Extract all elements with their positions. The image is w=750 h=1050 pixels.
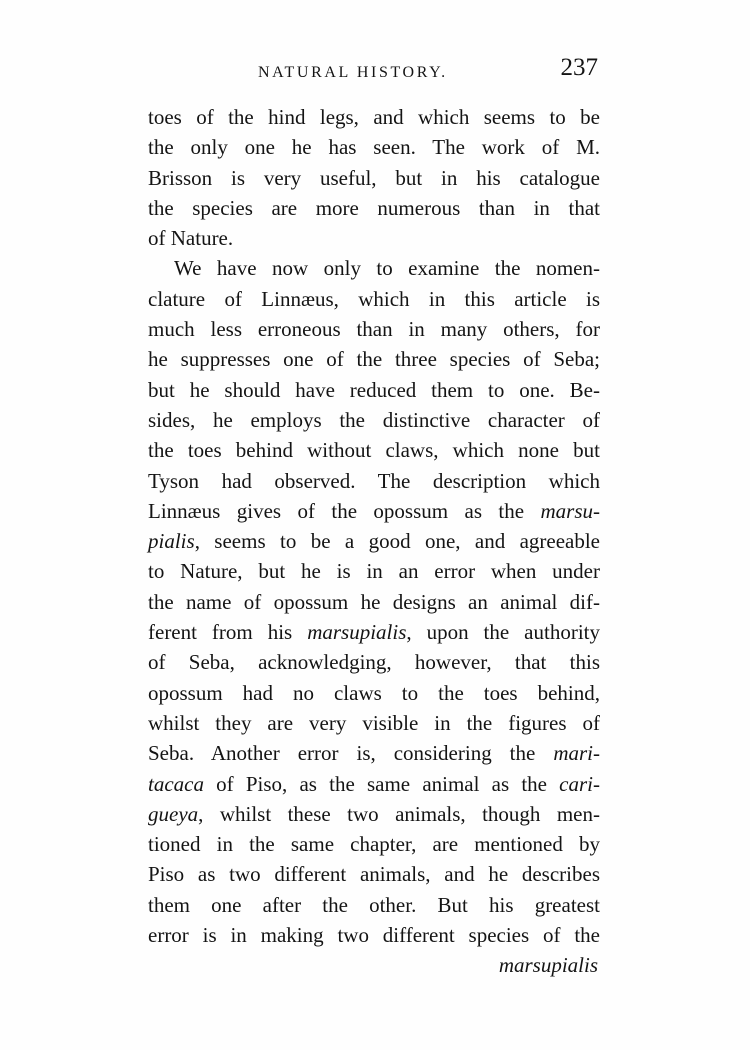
text-line: the toes behind without claws, which none but: [148, 438, 600, 463]
text-line: Tyson had observed. The description which: [148, 468, 600, 493]
text-line: toes of the hind legs, and which seems to be: [148, 105, 600, 129]
text-line: clature of Linnæus, which in this article is: [148, 286, 600, 311]
text-line: error is in making two different species of the: [148, 923, 600, 948]
text-line: tioned in the same chapter, are mentioned by: [148, 832, 600, 857]
text-run: ferent from his: [148, 620, 308, 645]
page-number: 237: [560, 54, 598, 81]
running-head: [148, 52, 600, 88]
italic-word: pialis: [148, 529, 195, 554]
catchword: marsupialis: [498, 953, 598, 977]
text-line: of Nature.: [148, 226, 234, 251]
text-line: opossum had no claws to the toes behind,: [148, 680, 600, 705]
text-run: Seba. Another error is, considering the: [148, 741, 554, 766]
text-line: the name of opossum he designs an animal dif-: [148, 589, 600, 614]
text-line: he suppresses one of the three species of Seba;: [148, 347, 600, 372]
italic-word: mari-: [553, 741, 600, 766]
italic-word: cari-: [559, 771, 600, 796]
text-line: [148, 738, 600, 768]
text-line: whilst they are very visible in the figures of: [148, 710, 600, 735]
text-line: much less erroneous than in many others, for: [148, 317, 600, 342]
italic-word: marsu-: [540, 498, 600, 523]
text-line: them one after the other. But his greatest: [148, 892, 600, 917]
text-line: [148, 769, 600, 799]
text-run: Linnæus gives of the opossum as the: [148, 498, 541, 523]
text-line: the only one he has seen. The work of M.: [148, 135, 600, 160]
text-line: but he should have reduced them to one. Be-: [148, 377, 600, 402]
text-line: [148, 496, 600, 526]
text-line: [148, 526, 600, 556]
text-run: of Piso, as the same animal as the: [203, 771, 560, 796]
text-line: Brisson is very useful, but in his catalogue: [148, 165, 600, 190]
text-line: sides, he employs the distinctive character of: [148, 407, 600, 432]
text-line: of Seba, acknowledging, however, that this: [148, 650, 600, 675]
text-line: Piso as two different animals, and he describes: [148, 862, 600, 887]
body-text: [148, 102, 600, 950]
text-line: to Nature, but he is in an error when under: [148, 559, 600, 584]
text-run: , seems to be a good one, and agreeable: [194, 529, 600, 554]
text-line: the species are more numerous than in that: [148, 195, 600, 220]
italic-word: gueya: [148, 801, 199, 826]
text-line: [148, 617, 600, 647]
text-run: , upon the authority: [406, 620, 600, 645]
italic-word: marsupialis: [307, 620, 407, 645]
text-line: [148, 799, 600, 829]
text-run: , whilst these two animals, though men-: [198, 801, 600, 826]
running-title: NATURAL HISTORY.: [258, 64, 448, 81]
italic-word: tacaca: [148, 771, 204, 796]
paragraph-first-line: We have now only to examine the nomen-: [174, 256, 600, 281]
